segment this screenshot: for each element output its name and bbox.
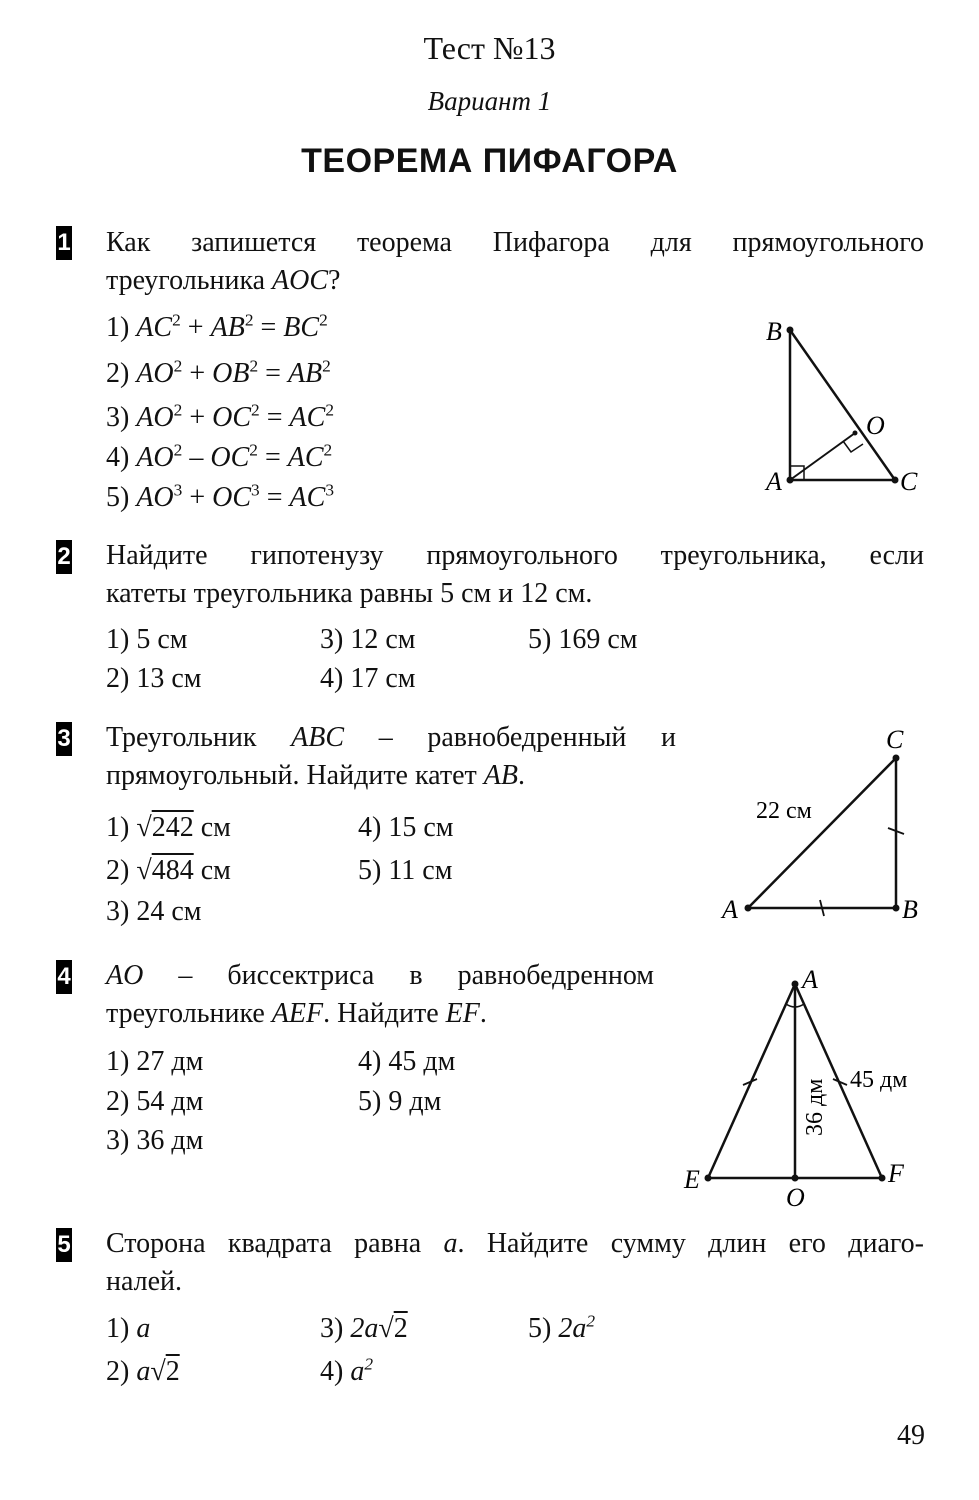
label-hypotenuse: 22 см (756, 798, 812, 824)
figure-triangle-aoc (740, 310, 940, 510)
question-number-1: 1 (56, 226, 72, 260)
q5-option-5: 5) $2a^2$ (528, 1311, 596, 1344)
label-c: C (900, 467, 918, 496)
label-c: C (886, 725, 904, 754)
label-e: E (684, 1165, 700, 1194)
label-a: A (766, 467, 782, 496)
q1-option-1: 1) $AC^2 + AB^2 = BC^2$ (106, 310, 328, 343)
q1-option-2: 2) $AO^2 + OB^2 = AB^2$ (106, 356, 331, 389)
q4-option-4: 4) 45 дм (358, 1046, 456, 1077)
point-c (893, 755, 900, 762)
point-a (745, 905, 752, 912)
figure-triangle-aef (670, 960, 940, 1220)
variant-label: Вариант 1 (427, 86, 552, 116)
q5-option-2: 2) a√2 (106, 1356, 180, 1387)
q1-option-5: 5) $AO^3 + OC^3 = AC^3$ (106, 480, 334, 513)
question-1-text: Как запишется теорема Пифагора для прямоугольного треугольника AOC? (106, 227, 924, 296)
question-number-5: 5 (56, 1228, 72, 1262)
question-number-3: 3 (56, 722, 72, 756)
point-b (787, 327, 794, 334)
figure-triangle-abc (710, 722, 950, 932)
q1-option-3: 3) $AO^2 + OC^2 = AC^2$ (106, 400, 334, 433)
question-2-text: Найдите гипотенузу прямоугольного треугольника, если катеты треугольника равны 5 см и 12 см. (106, 540, 924, 609)
q5-option-4: 4) $a^2$ (320, 1354, 374, 1387)
q4-option-2: 2) 54 дм (106, 1086, 204, 1117)
point-o (792, 1175, 799, 1182)
label-a: A (802, 965, 818, 994)
question-3-text: Треугольник ABC – равнобедренный и прямоугольный. Найдите катет AB. (106, 722, 676, 791)
q2-option-5: 5) 169 см (528, 624, 638, 655)
topic-heading: ТЕОРЕМА ПИФАГОРА (301, 142, 678, 180)
label-o: O (786, 1183, 805, 1212)
label-height-ao: 36 дм (802, 1078, 828, 1136)
q5-option-3: 3) 2a√2 (320, 1313, 408, 1344)
q5-option-1: 1) a (106, 1313, 151, 1344)
q4-option-1: 1) 27 дм (106, 1046, 204, 1077)
q2-option-3: 3) 12 см (320, 624, 416, 655)
label-o: O (866, 411, 885, 440)
q2-option-1: 1) 5 см (106, 624, 188, 655)
point-a (787, 477, 794, 484)
test-title: Тест №13 (423, 30, 556, 66)
point-a (792, 981, 799, 988)
point-e (705, 1175, 712, 1182)
label-side-af: 45 дм (850, 1067, 908, 1093)
point-b (893, 905, 900, 912)
right-angle-mark-o (843, 441, 863, 452)
segment-ao (790, 433, 855, 480)
q3-option-5: 5) 11 см (358, 855, 453, 886)
label-a: A (722, 895, 738, 924)
q3-option-3: 3) 24 см (106, 896, 202, 927)
label-b: B (766, 317, 782, 346)
segment-ac (748, 758, 896, 908)
question-4-text: AO – биссектриса в равнобедренном треугольнике AEF. Найдите EF. (106, 960, 654, 1029)
q4-option-3: 3) 36 дм (106, 1125, 204, 1156)
question-number-2: 2 (56, 540, 72, 574)
q3-option-2: 2) √484 см (106, 855, 231, 886)
q2-option-4: 4) 17 см (320, 663, 416, 694)
q1-option-4: 4) $AO^2 - OC^2 = AC^2$ (106, 440, 333, 473)
segment-bc (790, 330, 895, 480)
point-c (892, 477, 899, 484)
q2-option-2: 2) 13 см (106, 663, 202, 694)
label-b: B (902, 895, 918, 924)
question-number-4: 4 (56, 960, 72, 994)
page-number: 49 (897, 1420, 925, 1451)
point-o (853, 431, 858, 436)
question-5-text: Сторона квадрата равна a. Найдите сумму длин его диаго- налей. (106, 1228, 925, 1297)
point-f (879, 1175, 886, 1182)
q3-option-1: 1) √242 см (106, 812, 231, 843)
q3-option-4: 4) 15 см (358, 812, 454, 843)
q4-option-5: 5) 9 дм (358, 1086, 442, 1117)
label-f: F (888, 1159, 904, 1188)
